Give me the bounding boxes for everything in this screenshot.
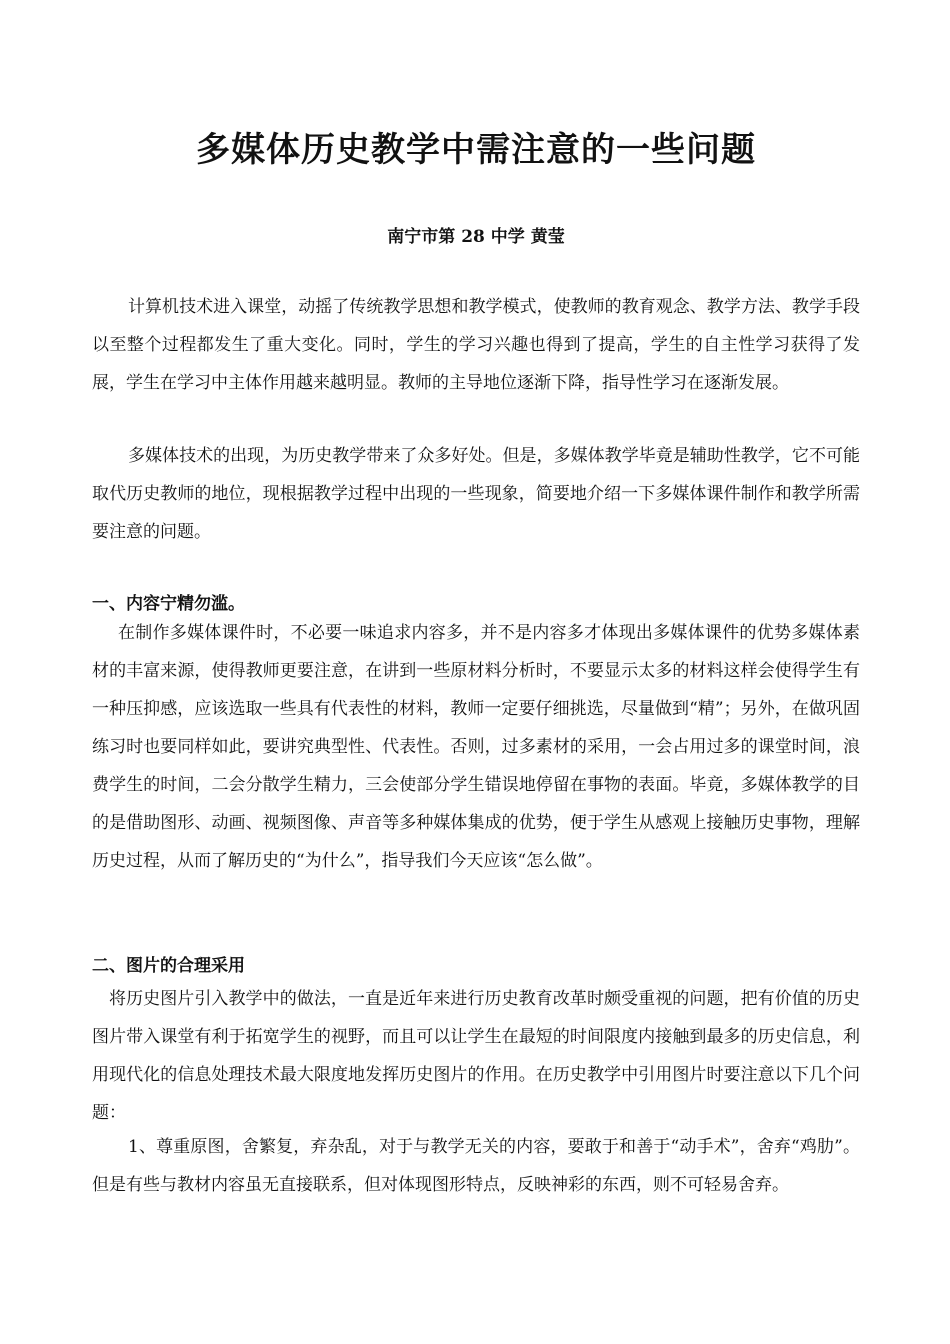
section-2-point-1: 1、尊重原图，舍繁复，弃杂乱，对于与教学无关的内容，要敢于和善于“动手术”，舍弃“鸡肋”。但是有些与教材内容虽无直接联系，但对体现图形特点，反映神彩的东西，则不可轻易舍弃。 bbox=[92, 1137, 860, 1195]
section-2-heading: 二、图片的合理采用 bbox=[92, 956, 245, 976]
section-1-heading: 一、内容宁精勿滥。 bbox=[92, 594, 245, 614]
section-1-paragraph: 在制作多媒体课件时，不必要一味追求内容多，并不是内容多才体现出多媒体课件的优势多媒体素材的丰富来源，使得教师更要注意，在讲到一些原材料分析时，不要显示太多的材料这样会使得学生有一种压抑感，应该选取一些具有代表性的材料，教师一定要仔细挑选，尽量做到“精”；另外，在做巩固练习时也要同样如此，要讲究典型性、代表性。否则，过多素材的采用，一会占用过多的课堂时间，浪费学生的时间，二会分散学生精力，三会使部分学生错误地停留在事物的表面。毕竟，多媒体教学的目的是借助图形、动画、视频图像、声音等多种媒体集成的优势，便于学生从感观上接触历史事物，理解历史过程，从而了解历史的“为什么”，指导我们今天应该“怎么做”。 bbox=[92, 623, 860, 871]
author-line: 南宁市第 28 中学 黄莹 bbox=[387, 227, 565, 247]
intro-paragraph-1: 计算机技术进入课堂，动摇了传统教学思想和教学模式，使教师的教育观念、教学方法、教学手段以至整个过程都发生了重大变化。同时，学生的学习兴趣也得到了提高，学生的自主性学习获得了发展，学生在学习中主体作用越来越明显。教师的主导地位逐渐下降，指导性学习在逐渐发展。 bbox=[92, 297, 860, 393]
section-2-paragraph: 将历史图片引入教学中的做法，一直是近年来进行历史教育改革时颇受重视的问题，把有价值的历史图片带入课堂有利于拓宽学生的视野，而且可以让学生在最短的时间限度内接触到最多的历史信息，利用现代化的信息处理技术最大限度地发挥历史图片的作用。在历史教学中引用图片时要注意以下几个问题： bbox=[92, 989, 860, 1123]
intro-paragraph-2: 多媒体技术的出现，为历史教学带来了众多好处。但是，多媒体教学毕竟是辅助性教学，它不可能取代历史教师的地位，现根据教学过程中出现的一些现象，简要地介绍一下多媒体课件制作和教学所需要注意的问题。 bbox=[92, 446, 860, 542]
document-title: 多媒体历史教学中需注意的一些问题 bbox=[196, 130, 756, 170]
